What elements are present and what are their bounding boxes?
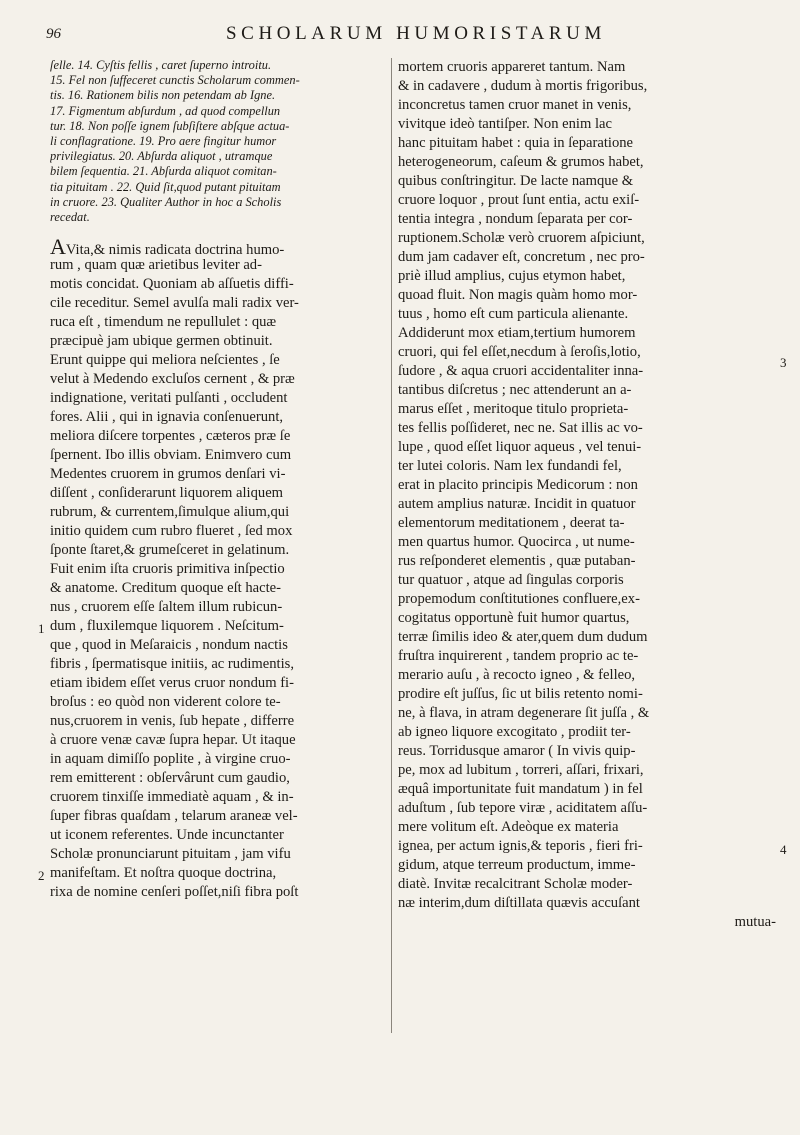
- text-line: reus. Torridusque amaror ( In vivis quip-: [398, 743, 636, 759]
- summary-note-line: tis. 16. Rationem bilis non petendam ab Igne.: [50, 88, 276, 103]
- margin-note-marker: 3: [780, 355, 787, 370]
- text-line: diſſent , conſiderarunt liquorem aliquem: [50, 485, 284, 502]
- text-line: rixa de nomine cenſeri poſſet,niſi fibra poſt: [50, 884, 299, 901]
- text-line: mere volitum eſt. Adeòque ex materia: [398, 819, 619, 835]
- text-line: diatè. Invitæ recalcitrant Scholæ moder-: [398, 876, 633, 892]
- summary-note-line: recedat.: [50, 209, 90, 224]
- text-line: rus reſponderet elementis , quæ putaban-: [398, 553, 636, 569]
- text-line: tur quatuor , atque ad ſingulas corporis: [398, 572, 624, 588]
- text-line: ab igneo liquore excogitato , prodiit ter-: [398, 724, 631, 740]
- text-line: motis concidat. Quoniam ab aſſuetis diffi-: [50, 276, 294, 293]
- right-column: [398, 58, 776, 932]
- column-divider: [391, 58, 392, 1033]
- text-line: tentia integra , nondum ſeparata per cor-: [398, 211, 633, 227]
- text-line: que , quod in Meſaraicis , nondum nactis: [50, 637, 288, 654]
- text-line: rem emitterent : obſervârunt cum gaudio,: [50, 770, 290, 787]
- text-line: ignea, per actum ignis,& teporis , fieri fri-: [398, 838, 643, 854]
- text-line: à cruore venæ cavæ ſupra hepar. Ut itaque: [50, 732, 296, 749]
- margin-note-marker: 2: [38, 868, 45, 883]
- text-line: cruorem tinxiſſe immediatè aquam , & in-: [50, 789, 294, 806]
- text-line: ter lutei coloris. Nam lex fundandi fel,: [398, 458, 622, 474]
- text-line: ut iconem referentes. Unde incunctanter: [50, 827, 284, 844]
- summary-note-line: tia pituitam . 22. Quid ſit,quod putant pituitam: [50, 179, 281, 194]
- text-line: cruori, qui fel eſſet,necdum à ſeroſis,lotio,: [398, 344, 641, 360]
- summary-note-line: 17. Figmentum abſurdum , ad quod compellun: [50, 103, 281, 118]
- summary-note-line: tur. 18. Non poſſe ignem ſubſiſtere abſque actua-: [50, 118, 290, 133]
- text-line: inconcretus tamen cruor manet in venis,: [398, 97, 632, 113]
- text-line: cogitatus opportunè fuit humor quartus,: [398, 610, 630, 626]
- text-line: in aquam dimiſſo poplite , à virgine cruo-: [50, 751, 291, 768]
- text-line: propemodum conſtitutiones confluere,ex-: [398, 591, 640, 607]
- text-line: Addiderunt mox etiam,tertium humorem: [398, 325, 636, 341]
- chapter-summary-notes: [50, 58, 384, 225]
- right-body-text: [398, 58, 776, 913]
- summary-note-line: ſelle. 14. Cyſtis fellis , caret ſuperno introitu.: [50, 58, 272, 72]
- text-line: elementorum meditationem , deerat ta-: [398, 515, 625, 531]
- text-line: pe, mox ad lubitum , torreri, aſſari, frixari,: [398, 762, 644, 778]
- text-line: tantibus diſcretus ; nec attenderunt an a-: [398, 382, 632, 398]
- summary-note-line: privilegiatus. 20. Abſurda aliquot , utramque: [50, 149, 273, 164]
- summary-note-line: bilem ſequentia. 21. Abſurda aliquot comitan-: [50, 164, 277, 179]
- text-line: prodire eſt juſſus, ſic ut bilis retento nomi-: [398, 686, 643, 702]
- margin-note-marker: 1: [38, 621, 45, 636]
- text-line: ſpernent. Ibo illis obviam. Enimvero cum: [50, 447, 292, 464]
- text-line: nus,cruorem in venis, ſub hepate , differre: [50, 713, 295, 730]
- summary-note-line: 15. Fel non ſuffeceret cunctis Scholarum commen-: [50, 73, 300, 88]
- text-line: fores. Alii , qui in ignavia conſenuerunt,: [50, 409, 284, 426]
- text-line: Scholæ pronunciarunt pituitam , jam vifu: [50, 846, 291, 863]
- text-line: dum jam cadaver eſt, concretum , nec pro-: [398, 249, 645, 265]
- text-line: etiam ibidem eſſet verus cruor nondum fi-: [50, 675, 294, 692]
- text-line: ſuper fibras quaſdam , telarum araneæ vel-: [50, 808, 298, 825]
- text-line: velut à Medendo excluſos cernent , & præ: [50, 371, 295, 388]
- text-line: [50, 237, 384, 256]
- text-line: ruptionem.Scholæ verò cruorem aſpiciunt,: [398, 230, 645, 246]
- text-line-content: Vita,& nimis radicata doctrina humo-: [65, 242, 285, 257]
- text-line: fruſtra inquirerent , tandem proprio ac te-: [398, 648, 639, 664]
- text-line: ne, à flava, in atram degenerare ſit juſſa , &: [398, 705, 650, 721]
- text-line: manifeſtam. Et noſtra quoque doctrina,: [50, 865, 277, 882]
- text-line: fibris , ſpermatisque initiis, ac rudimentis,: [50, 656, 294, 673]
- text-line: marus eſſet , meritoque titulo proprieta-: [398, 401, 629, 417]
- text-line: tes fellis poſſideret, nec ne. Sat illis ac vo-: [398, 420, 643, 436]
- text-line: præcipuè jam ubique germen obtinuit.: [50, 333, 273, 350]
- text-line: næ interim,dum diſtillata quævis accuſant: [398, 895, 640, 911]
- running-title: SCHOLARUM HUMORISTARUM: [226, 23, 606, 44]
- text-line: indignatione, veritati pulſanti , occludent: [50, 390, 288, 407]
- text-line: broſus : eo quòd non viderent colore te-: [50, 694, 281, 711]
- text-line: rum , quam quæ arietibus leviter ad-: [50, 257, 262, 274]
- page-number: 96: [46, 25, 61, 42]
- left-body-text: [50, 237, 384, 902]
- summary-note-line: in cruore. 23. Qualiter Author in hoc a Scholis: [50, 194, 282, 209]
- text-line: mortem cruoris appareret tantum. Nam: [398, 59, 626, 75]
- text-line: hanc pituitam habet : quia in ſeparatione: [398, 135, 634, 151]
- text-line: ſudore , & aqua cruori accidentaliter inna-: [398, 363, 644, 379]
- text-line: quibus conſtringitur. De lacte namque &: [398, 173, 634, 189]
- text-line: æquâ importunitate fuit mandatum ) in fel: [398, 781, 643, 797]
- text-line: dum , fluxilemque liquorem . Neſcitum-: [50, 618, 284, 635]
- text-line: cile receditur. Semel avulſa mali radix ver-: [50, 295, 299, 312]
- text-line: men quartus humor. Quocirca , ut nume-: [398, 534, 635, 550]
- drop-cap-letter: A: [50, 237, 66, 257]
- text-line: ruca eſt , timendum ne repullulet : quæ: [50, 314, 277, 331]
- text-line: Erunt quippe qui meliora neſcientes , ſe: [50, 352, 280, 369]
- text-line: nus , cruorem eſſe ſaltem illum rubicun-: [50, 599, 283, 616]
- text-line: aduſtum , ſub tepore viræ , aciditatem aſſu-: [398, 800, 648, 816]
- text-line: lupe , quod eſſet liquor aqueus , vel tenui-: [398, 439, 642, 455]
- page-header: [46, 20, 766, 48]
- text-line: rubrum, & currentem,ſimulque alium,qui: [50, 504, 290, 521]
- text-line: initio quidem cum rubro flueret , ſed mox: [50, 523, 293, 540]
- text-line: ſponte ſtaret,& grumeſceret in gelatinum.: [50, 542, 290, 559]
- summary-note-line: li conflagratione. 19. Pro aere fingitur humor: [50, 133, 277, 148]
- text-line: meliora diſcere torpentes , cæteros præ ſe: [50, 428, 291, 445]
- text-line: vivitque ideò tantiſper. Non enim lac: [398, 116, 612, 132]
- text-line: erat in placito principis Medicorum : non: [398, 477, 638, 493]
- text-line: priè illud amplius, cujus etymon habet,: [398, 268, 626, 284]
- text-line: Fuit enim iſta cruoris primitiva inſpectio: [50, 561, 285, 578]
- text-line: & anatome. Creditum quoque eſt hacte-: [50, 580, 281, 597]
- text-line: autem amplius naturæ. Incidit in quatuor: [398, 496, 636, 512]
- text-line: gidum, atque terreum productum, imme-: [398, 857, 636, 873]
- text-line: terræ ſimilis ideo & ater,quem dum dudum: [398, 629, 648, 645]
- text-line: merario auſu , à recocto igneo , & felleo,: [398, 667, 636, 683]
- text-line: & in cadavere , dudum à mortis frigoribus,: [398, 78, 648, 94]
- text-line: cruore loquor , prout ſunt entia, actu exiſ-: [398, 192, 640, 208]
- text-line: quoad fluit. Non magis quàm homo mor-: [398, 287, 638, 303]
- text-line: Medentes cruorem in grumos denſari vi-: [50, 466, 286, 483]
- margin-note-marker: 4: [780, 842, 787, 857]
- left-column: [50, 58, 384, 902]
- text-line: heterogeneorum, caſeum & grumos habet,: [398, 154, 644, 170]
- catchword: mutua-: [734, 914, 776, 930]
- text-line: tuus , homo eſt cum particula alienante.: [398, 306, 629, 322]
